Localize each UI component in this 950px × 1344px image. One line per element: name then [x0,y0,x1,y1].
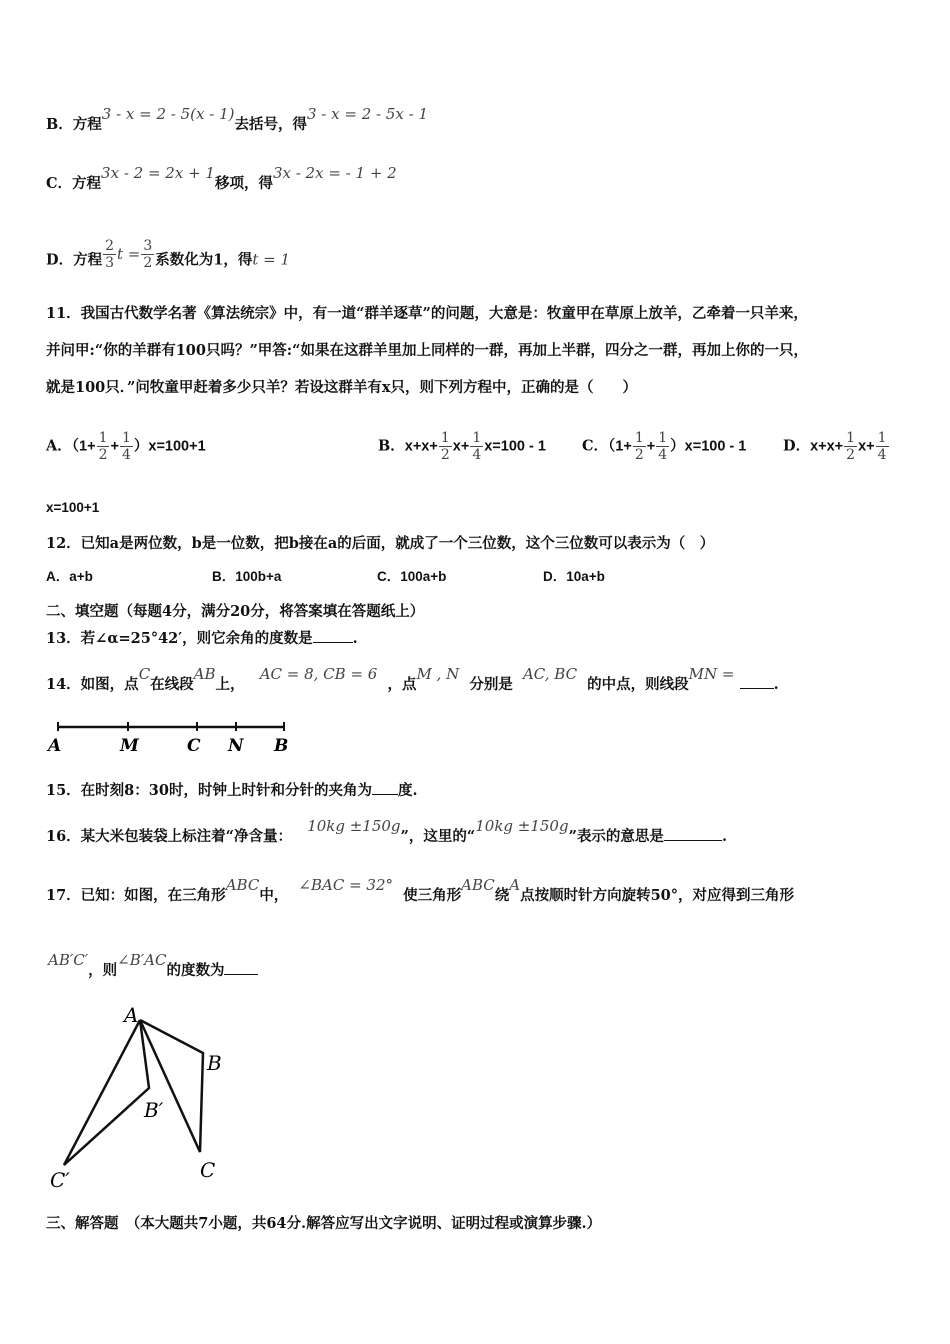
equation: 3x - 2 = 2x + 1 [101,164,215,182]
q15: 15．在时刻8：30时，时钟上时针和分针的夹角为 度. [46,782,418,799]
q17-line2: AB′C′，则∠B′AC的度数为 [48,960,258,981]
vertex-label-a: A [124,1003,139,1027]
equation: 3 - x = 2 - 5x - 1 [306,105,428,123]
answer-blank[interactable] [313,628,353,643]
q12-option-b: B．100b+a [212,569,282,584]
q17-line1: 17．已知：如图，在三角形ABC中， ∠BAC = 32° 使三角形ABC绕A点按顺时针方向旋转50°，对应得到三角形 [46,876,795,904]
q16: 16．某大米包装袋上标注着“净含量： 10kg ±150g”，这里的“10kg ±150g”表示的意思是 . [46,817,727,845]
text: 去括号，得 [234,116,307,133]
q12-option-a: A．a+b [46,569,93,584]
q11-line3: 就是100只．”问牧童甲赶着多少只羊？若设这群羊有x只，则下列方程中，正确的是（ ） [46,379,637,396]
equation: 3 - x = 2 - 5(x - 1) [101,105,235,123]
vertex-label-b: B [207,1051,222,1075]
point-label-b: B [274,736,289,756]
q11-option-a: A．（1+ $\frac{1}{2}$ + $\frac{1}{4}$ ）x=100+1 [46,430,206,463]
q11-line2: 并问甲:“你的羊群有100只吗？”甲答:“如果在这群羊里加上同样的一群，再加上半群，四分之一群，再加上你的一只， [46,342,808,359]
equation: t = 1 [252,250,291,269]
answer-blank[interactable] [224,960,258,975]
fraction: $\frac{3}{2}$ [143,238,153,271]
q11-option-d: D．x+x+ $\frac{1}{2}$ x+ $\frac{1}{4}$ [783,430,887,463]
q12-option-c: C．100a+b [377,569,447,584]
point-label-n: N [228,736,244,756]
q10-option-b [46,105,428,135]
point-label-m: M [120,736,139,756]
equation: t = [117,244,141,263]
option-label: C．方程 [46,175,102,192]
answer-blank[interactable] [664,826,722,841]
triangle-ab-prime-c-prime [64,1020,149,1165]
answer-blank[interactable] [372,780,398,795]
q13: 13．若∠α=25°42′，则它余角的度数是 . [46,630,358,647]
q11-option-d-continued: x=100+1 [46,500,100,515]
vertex-label-b-prime: B′ [144,1098,164,1122]
text: 系数化为1，得 [155,251,253,269]
option-label: D．方程 [46,251,103,269]
q11-option-b: B．x+x+ $\frac{1}{2}$ x+ $\frac{1}{4}$ x=100 - 1 [378,430,546,463]
option-label: B．方程 [46,116,102,133]
point-label-a: A [48,736,62,756]
text: 移项，得 [214,175,273,192]
vertex-label-c-prime: C′ [50,1168,70,1192]
q14: 14．如图，点C在线段AB上， AC = 8, CB = 6 ，点M , N 分别是 AC, BC 的中点，则线段MN = . [46,665,779,693]
equation: 3x - 2x = - 1 + 2 [272,164,397,182]
q10-option-d [46,238,291,277]
answer-blank[interactable] [740,674,774,689]
vertex-label-c: C [200,1158,216,1182]
q10-option-c [46,164,397,194]
q14-segment-figure [44,718,294,758]
section-title-fill-in: 二、填空题（每题4分，满分20分，将答案填在答题纸上） [46,603,425,620]
point-label-c: C [187,736,201,756]
fraction: $\frac{2}{3}$ [105,238,114,271]
q12-text: 12．已知a是两位数，b是一位数，把b接在a的后面，就成了一个三位数，这个三位数可以表示为（ ） [46,535,715,552]
q11-line1: 11．我国古代数学名著《算法统宗》中，有一道“群羊逐草”的问题，大意是：牧童甲在草原上放羊，乙牵着一只羊来， [46,305,808,322]
q17-triangle-figure [40,1000,240,1200]
q12-option-d: D．10a+b [543,569,605,584]
section-title-answer-questions: 三、解答题 （本大题共7小题，共64分.解答应写出文字说明、证明过程或演算步骤.） [46,1215,602,1232]
q11-option-c: C．（1+ $\frac{1}{2}$ + $\frac{1}{4}$ ）x=100 - 1 [582,430,747,463]
